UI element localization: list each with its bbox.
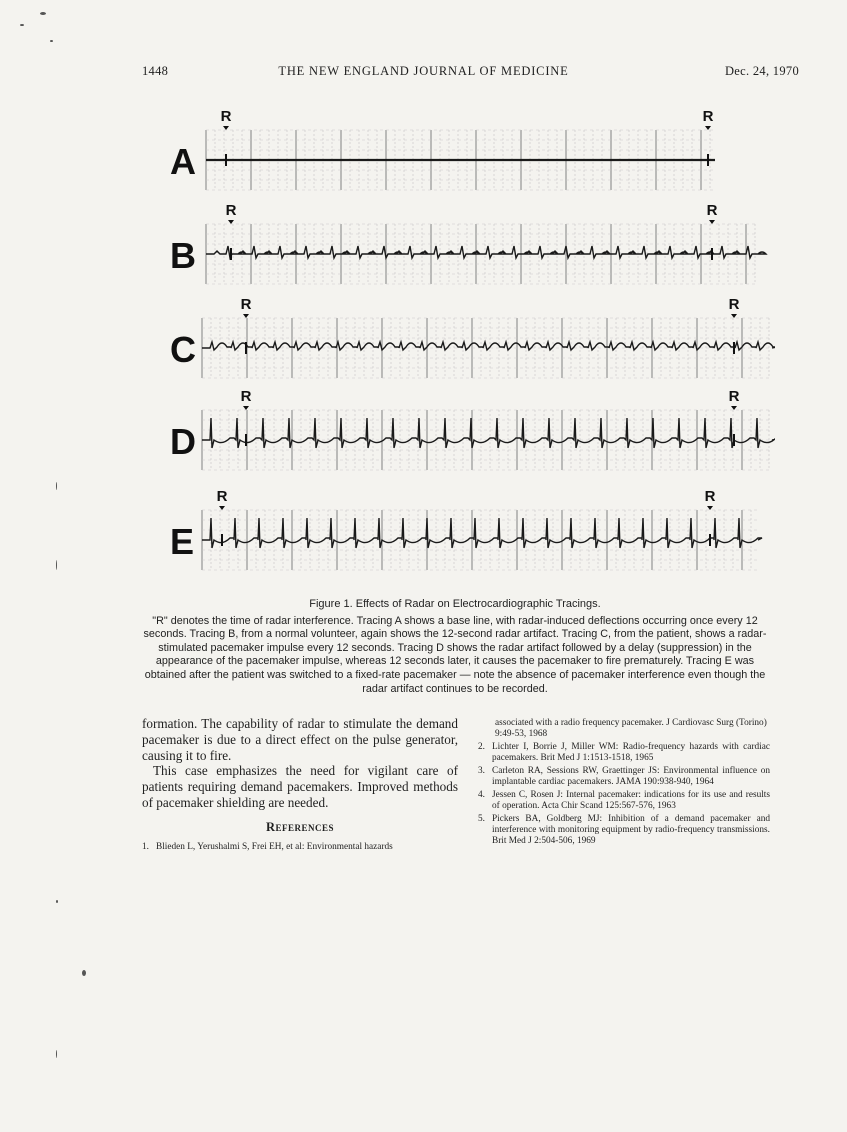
reference-number: 1. <box>142 841 149 852</box>
scan-speck <box>50 40 53 42</box>
radar-r-label: R <box>216 488 228 505</box>
ecg-trace-line <box>206 246 766 258</box>
radar-r-label: R <box>706 202 718 219</box>
scan-speck <box>56 482 57 490</box>
ecg-tracings-svg <box>160 104 775 574</box>
radar-arrow <box>219 506 225 510</box>
reference-text: Carleton RA, Sessions RW, Graettinger JS: Environmental influence on implantable cardiac pacemakers. JAMA 190:938-940, 1964 <box>492 765 770 788</box>
reference-number: 5. <box>478 813 485 824</box>
caption-title: Figure 1. Effects of Radar on Electrocardiographic Tracings. <box>309 598 601 610</box>
radar-r-label: R <box>702 108 714 125</box>
radar-r-label: R <box>240 296 252 313</box>
scan-speck <box>82 970 86 976</box>
journal-title: THE NEW ENGLAND JOURNAL OF MEDICINE <box>278 64 569 78</box>
ecg-figure <box>160 104 775 574</box>
body-paragraph: This case emphasizes the need for vigilant care of patients requiring demand pacemakers. Improved methods of pacemaker shielding are needed. <box>142 763 458 810</box>
tracing-letter: C <box>170 329 196 370</box>
radar-arrow <box>243 406 249 410</box>
issue-date: Dec. 24, 1970 <box>724 64 799 78</box>
scan-speck <box>40 12 46 15</box>
ecg-tracing-c <box>170 296 775 378</box>
scan-speck <box>20 24 24 26</box>
radar-arrow <box>223 126 229 130</box>
scan-speck <box>56 900 58 903</box>
reference-number: 3. <box>478 765 485 776</box>
caption-body: "R" denotes the time of radar interference. Tracing A shows a base line, with radar-induced deflections occurring once every 12 seconds. Tracing B, from a normal volunteer, again shows the 12-second radar artifact. Tracing C, from the patient, shows a radar-stimulated pacemaker impulse every 12 seconds. Tracing D shows the radar artifact followed by a delay (suppression) in the appearance of the pacemaker impulse, whereas 12 seconds later, it causes the pacemaker to fire prematurely. Tracing E was obtained after the patient was switched to a fixed-rate pacemaker — note the absence of pacemaker interference even though the radar artifact continues to be recorded. <box>143 614 767 695</box>
radar-arrow <box>731 406 737 410</box>
tracing-letter: E <box>170 521 195 562</box>
tracing-letter: A <box>170 141 196 182</box>
radar-arrow <box>705 126 711 130</box>
scan-speck <box>56 1050 57 1058</box>
reference-item <box>478 790 770 812</box>
references-heading: References <box>265 819 335 834</box>
right-column <box>478 718 770 849</box>
reference-number: 2. <box>478 741 485 752</box>
reference-text: Jessen C, Rosen J: Internal pacemaker: indications for its use and results of operation. Acta Chir Scand 125:567-576, 1963 <box>492 789 770 811</box>
radar-r-label: R <box>240 388 252 405</box>
radar-r-label: R <box>728 388 740 405</box>
ecg-tracing-a <box>170 108 715 190</box>
ecg-tracing-b <box>170 202 766 284</box>
reference-item <box>478 814 770 848</box>
ecg-trace-line <box>202 418 775 448</box>
body-paragraph: formation. The capability of radar to stimulate the demand pacemaker is due to a direct effect on the pulse generator, causing it to fire. <box>142 716 458 763</box>
reference-item <box>478 766 770 788</box>
tracing-letter: D <box>170 421 196 462</box>
ecg-trace-line <box>202 518 762 548</box>
radar-arrow <box>731 314 737 318</box>
figure-caption <box>140 598 770 696</box>
radar-arrow <box>707 506 713 510</box>
tracing-letter: B <box>170 235 196 276</box>
ecg-trace-line <box>202 342 775 350</box>
page-number: 1448 <box>142 64 169 78</box>
radar-r-label: R <box>220 108 232 125</box>
ecg-tracing-e <box>170 488 762 570</box>
reference-item <box>142 842 458 853</box>
radar-r-label: R <box>225 202 237 219</box>
radar-arrow <box>228 220 234 224</box>
reference-text: Blieden L, Yerushalmi S, Frei EH, et al: Environmental hazards <box>156 841 393 852</box>
reference-continuation: associated with a radio frequency pacemaker. J Cardiovasc Surg (Torino) 9:49-53, 1968 <box>495 718 767 740</box>
radar-r-label: R <box>728 296 740 313</box>
scan-speck <box>56 560 57 570</box>
left-column <box>142 716 458 853</box>
ecg-tracing-d <box>170 388 775 470</box>
reference-item <box>478 742 770 764</box>
reference-number: 4. <box>478 789 485 800</box>
radar-arrow <box>243 314 249 318</box>
radar-r-label: R <box>704 488 716 505</box>
reference-text: Pickers BA, Goldberg MJ: Inhibition of a demand pacemaker and interference with monitoring equipment by radio-frequency transmissions. Brit Med J 2:504-506, 1969 <box>492 813 770 847</box>
reference-text: Lichter I, Borrie J, Miller WM: Radio-frequency hazards with cardiac pacemakers. Brit Med J 1:1513-1518, 1965 <box>492 741 770 764</box>
radar-arrow <box>709 220 715 224</box>
